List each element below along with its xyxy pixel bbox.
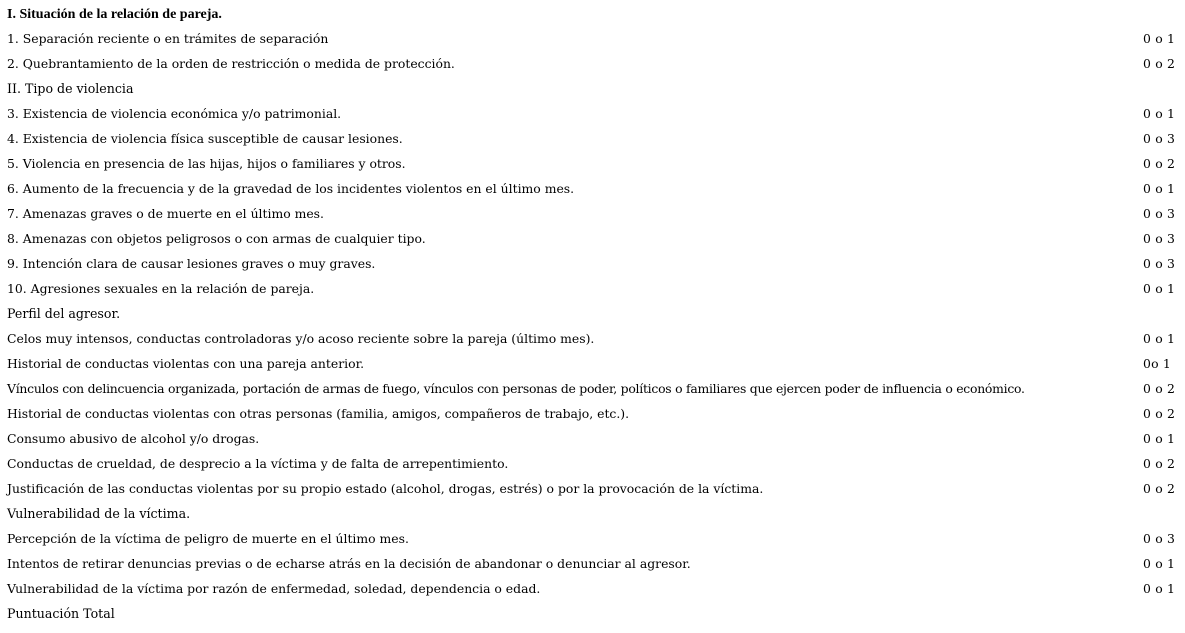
row-score: 0 o 1 xyxy=(1143,431,1176,446)
row-score: 0 o 1 xyxy=(1143,556,1176,571)
row-label: 6. Aumento de la frecuencia y de la gravedad de los incidentes violentos en el último mes. xyxy=(7,181,575,196)
table-row xyxy=(0,353,1185,378)
row-label: Vulnerabilidad de la víctima por razón de enfermedad, soledad, dependencia o edad. xyxy=(7,581,541,596)
table-row xyxy=(0,278,1185,303)
row-score: 0 o 2 xyxy=(1143,406,1176,421)
section-title: I. Situación de la relación de pareja. xyxy=(7,7,222,22)
row-score: 0 o 3 xyxy=(1143,256,1176,271)
row-score: 0 o 2 xyxy=(1143,56,1176,71)
row-label: Conductas de crueldad, de desprecio a la víctima y de falta de arrepentimiento. xyxy=(7,456,509,471)
table-row xyxy=(0,378,1185,403)
row-label: 2. Quebrantamiento de la orden de restricción o medida de protección. xyxy=(7,56,455,71)
row-label: 5. Violencia en presencia de las hijas, hijos o familiares y otros. xyxy=(7,156,406,171)
row-label: 8. Amenazas con objetos peligrosos o con armas de cualquier tipo. xyxy=(7,231,426,246)
table-row xyxy=(0,103,1185,128)
row-label: 4. Existencia de violencia física susceptible de causar lesiones. xyxy=(7,131,403,146)
section-title-row xyxy=(0,3,1185,28)
table-row xyxy=(0,203,1185,228)
section-heading-row xyxy=(0,303,1185,328)
section-heading: II. Tipo de violencia xyxy=(7,81,134,96)
table-row xyxy=(0,578,1185,603)
table-row xyxy=(0,228,1185,253)
row-score: 0 o 2 xyxy=(1143,456,1176,471)
row-label: Historial de conductas violentas con otras personas (familia, amigos, compañeros de trabajo, etc.). xyxy=(7,406,630,421)
section-heading-row xyxy=(0,503,1185,528)
row-score: 0o 1 xyxy=(1143,356,1171,371)
table-row xyxy=(0,328,1185,353)
table-row xyxy=(0,403,1185,428)
section-heading-row xyxy=(0,78,1185,103)
table-row xyxy=(0,153,1185,178)
row-label: 3. Existencia de violencia económica y/o patrimonial. xyxy=(7,106,342,121)
row-score: 0 o 2 xyxy=(1143,156,1176,171)
total-score-row xyxy=(0,603,1185,628)
table-row xyxy=(0,253,1185,278)
table-row xyxy=(0,478,1185,503)
section-heading: Perfil del agresor. xyxy=(7,306,121,321)
row-label: Consumo abusivo de alcohol y/o drogas. xyxy=(7,431,260,446)
row-label: Historial de conductas violentas con una pareja anterior. xyxy=(7,356,365,371)
table-row xyxy=(0,528,1185,553)
row-score: 0 o 3 xyxy=(1143,231,1176,246)
table-row xyxy=(0,553,1185,578)
row-score: 0 o 1 xyxy=(1143,106,1176,121)
total-score-label: Puntuación Total xyxy=(7,606,115,621)
table-row xyxy=(0,28,1185,53)
row-score: 0 o 1 xyxy=(1143,331,1176,346)
row-score: 0 o 2 xyxy=(1143,381,1176,396)
row-label: 7. Amenazas graves o de muerte en el último mes. xyxy=(7,206,324,221)
row-score: 0 o 1 xyxy=(1143,281,1176,296)
row-label: 9. Intención clara de causar lesiones graves o muy graves. xyxy=(7,256,376,271)
table-row xyxy=(0,453,1185,478)
row-label: Vínculos con delincuencia organizada, portación de armas de fuego, vínculos con personas de poder, políticos o familiares que ejercen poder de influencia o económico. xyxy=(7,381,1025,396)
row-score: 0 o 3 xyxy=(1143,206,1176,221)
row-label: Celos muy intensos, conductas controladoras y/o acoso reciente sobre la pareja (último mes). xyxy=(7,331,595,346)
table-row xyxy=(0,128,1185,153)
section-heading: Vulnerabilidad de la víctima. xyxy=(7,506,191,521)
row-score: 0 o 1 xyxy=(1143,181,1176,196)
row-score: 0 o 3 xyxy=(1143,531,1176,546)
table-row xyxy=(0,428,1185,453)
row-score: 0 o 2 xyxy=(1143,481,1176,496)
row-score: 0 o 1 xyxy=(1143,581,1176,596)
row-label: Percepción de la víctima de peligro de muerte en el último mes. xyxy=(7,531,409,546)
table-row xyxy=(0,178,1185,203)
row-label: 10. Agresiones sexuales en la relación de pareja. xyxy=(7,281,315,296)
row-score: 0 o 3 xyxy=(1143,131,1176,146)
row-label: Justificación de las conductas violentas por su propio estado (alcohol, drogas, estrés) o por la provocación de la víctima. xyxy=(7,481,764,496)
row-label: 1. Separación reciente o en trámites de separación xyxy=(7,31,329,46)
row-score: 0 o 1 xyxy=(1143,31,1176,46)
table-row xyxy=(0,53,1185,78)
row-label: Intentos de retirar denuncias previas o de echarse atrás en la decisión de abandonar o denunciar al agresor. xyxy=(7,556,691,571)
